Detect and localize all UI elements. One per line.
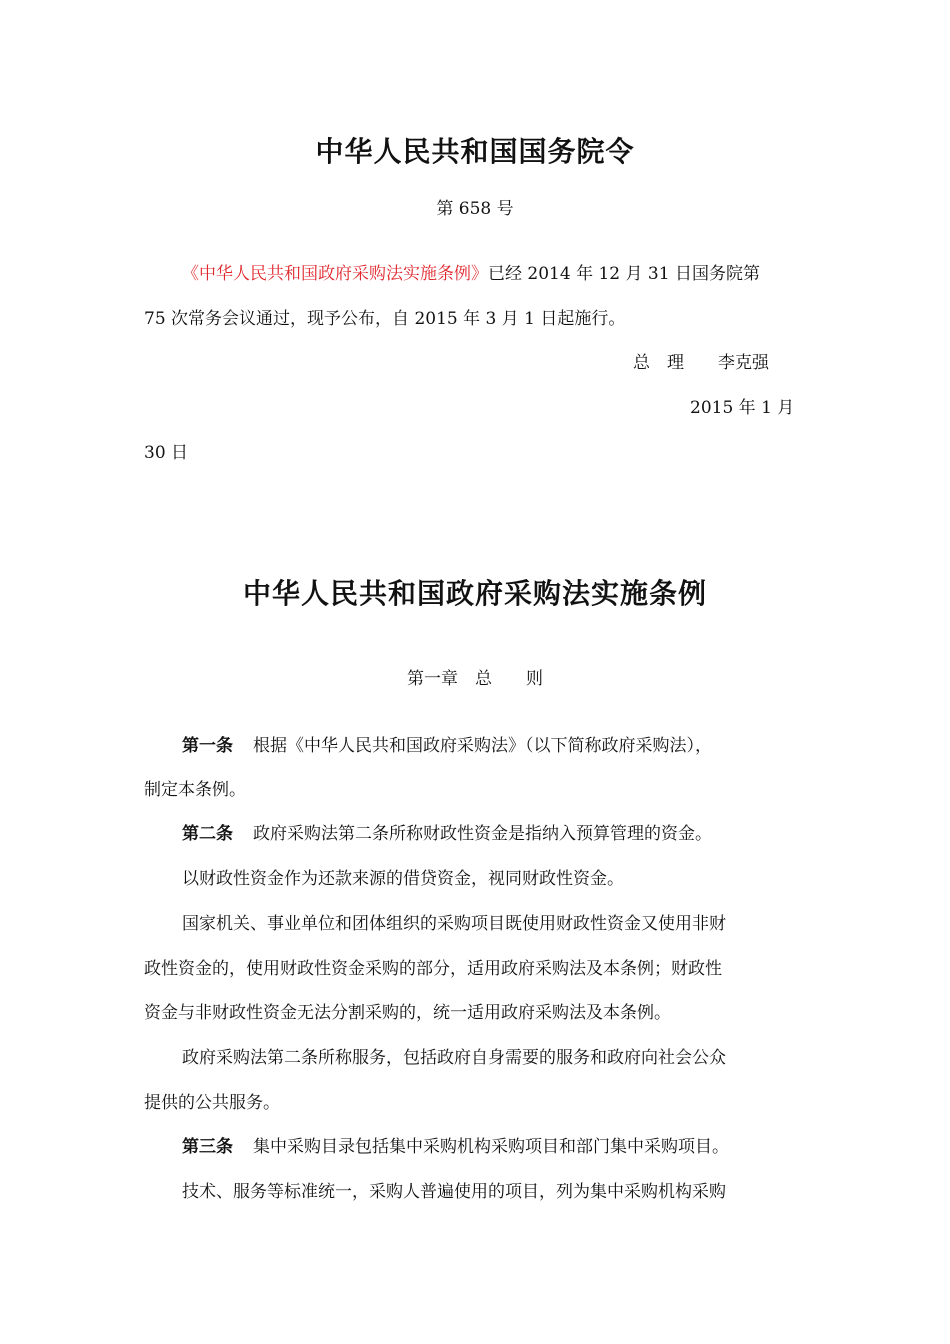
chapter-heading: 第一章 总 则 (407, 669, 543, 689)
article2-para3-line1: 国家机关、事业单位和团体组织的采购项目既使用财政性资金又使用非财 (182, 914, 726, 934)
regulation-title-link[interactable]: 《中华人民共和国政府采购法实施条例》 (182, 264, 488, 284)
decree-title: 中华人民共和国国务院令 (315, 135, 635, 168)
article2-para2: 以财政性资金作为还款来源的借贷资金，视同财政性资金。 (182, 869, 624, 889)
decree-number: 第 658 号 (436, 199, 514, 219)
article2-para3-line3: 资金与非财政性资金无法分割采购的，统一适用政府采购法及本条例。 (144, 1003, 671, 1023)
decree-intro-line1 (182, 262, 760, 286)
article2-para3-line2: 政性资金的，使用财政性资金采购的部分，适用政府采购法及本条例；财政性 (144, 959, 722, 979)
decree-signature: 总 理 李克强 (633, 353, 769, 373)
article1-label: 第一条 (182, 736, 233, 756)
decree-intro-text: 已经 2014 年 12 月 31 日国务院第 (488, 264, 760, 284)
regulation-title: 中华人民共和国政府采购法实施条例 (242, 577, 707, 610)
article2-line1 (182, 822, 712, 846)
article3-line1 (182, 1135, 729, 1159)
article3-text: 集中采购目录包括集中采购机构采购项目和部门集中采购项目。 (253, 1137, 729, 1157)
article1-text: 根据《中华人民共和国政府采购法》（以下简称政府采购法）， (253, 736, 712, 756)
decree-date-line1: 2015 年 1 月 (690, 398, 795, 418)
article3-label: 第三条 (182, 1137, 233, 1157)
article2-text: 政府采购法第二条所称财政性资金是指纳入预算管理的资金。 (253, 824, 712, 844)
article1-line1 (182, 734, 712, 758)
article2-para4-line2: 提供的公共服务。 (144, 1093, 280, 1113)
decree-intro-line2: 75 次常务会议通过，现予公布，自 2015 年 3 月 1 日起施行。 (144, 309, 626, 329)
article3-para2-line1: 技术、服务等标准统一，采购人普遍使用的项目，列为集中采购机构采购 (182, 1182, 726, 1202)
decree-date-line2: 30 日 (144, 443, 189, 463)
article2-para4-line1: 政府采购法第二条所称服务，包括政府自身需要的服务和政府向社会公众 (182, 1048, 726, 1068)
article2-label: 第二条 (182, 824, 233, 844)
article1-line2: 制定本条例。 (144, 780, 246, 800)
